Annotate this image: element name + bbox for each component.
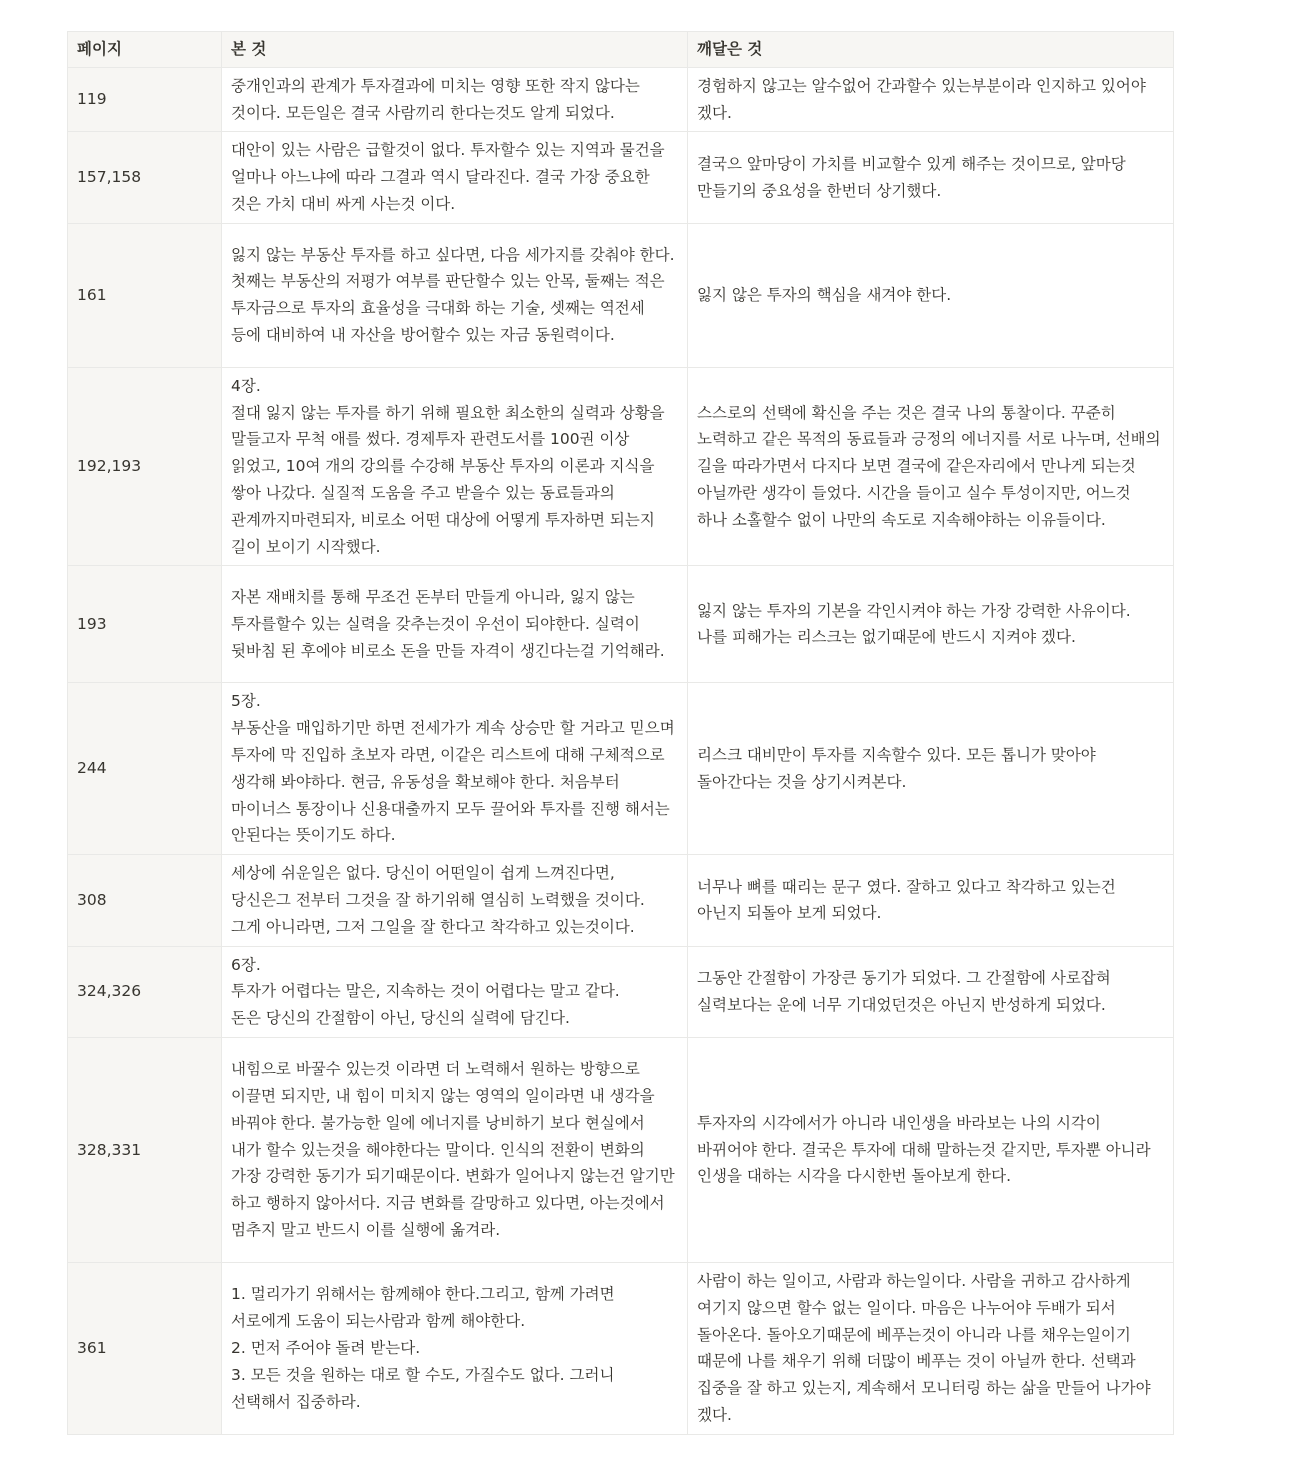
cell-page[interactable]: 193 bbox=[68, 566, 222, 683]
cell-realized[interactable]: 스스로의 선택에 확신을 주는 것은 결국 나의 통찰이다. 꾸준히 노력하고 같은 목적의 동료들과 긍정의 에너지를 서로 나누며, 선배의 길을 따라가면서 다지다 보면 결국에 같은자리에서 만나게 되는것 아닐까란 생각이 들었다. 시간을 들이고 실수 투성이지만, 어느것 하나 소홀할수 없이 나만의 속도로 지속해야하는 이유들이다. bbox=[688, 367, 1174, 566]
table-row bbox=[68, 855, 1174, 946]
cell-seen[interactable]: 5장. 부동산을 매입하기만 하면 전세가가 계속 상승만 할 거라고 믿으며 투자에 막 진입하 초보자 라면, 이같은 리스트에 대해 구체적으로 생각해 봐야하다. 현금, 유동성을 확보해야 한다. 처음부터 마이너스 통장이나 신용대출까지 모두 끌어와 투자를 진행 해서는 안된다는 뜻이기도 하다. bbox=[222, 683, 688, 855]
header-seen[interactable]: 본 것 bbox=[222, 32, 688, 68]
cell-realized[interactable]: 결국으 앞마당이 가치를 비교할수 있게 해주는 것이므로, 앞마당 만들기의 중요성을 한번더 상기했다. bbox=[688, 132, 1174, 223]
cell-seen[interactable]: 대안이 있는 사람은 급할것이 없다. 투자할수 있는 지역과 물건을 얼마나 아느냐에 따라 그결과 역시 달라진다. 결국 가장 중요한 것은 가치 대비 싸게 사는것 이다. bbox=[222, 132, 688, 223]
cell-realized[interactable]: 투자자의 시각에서가 아니라 내인생을 바라보는 나의 시각이 바뀌어야 한다. 결국은 투자에 대해 말하는것 같지만, 투자뿐 아니라 인생을 대하는 시각을 다시한번 돌아보게 한다. bbox=[688, 1037, 1174, 1262]
cell-realized[interactable]: 사람이 하는 일이고, 사람과 하는일이다. 사람을 귀하고 감사하게 여기지 않으면 할수 없는 일이다. 마음은 나누어야 두배가 되서 돌아온다. 돌아오기때문에 베푸는것이 아니라 나를 채우는일이기 때문에 나를 채우기 위해 더많이 베푸는 것이 아닐까 한다. 선택과 집중을 잘 하고 있는지, 계속해서 모니터링 하는 삶을 만들어 나가야 겠다. bbox=[688, 1262, 1174, 1434]
header-realized[interactable]: 깨달은 것 bbox=[688, 32, 1174, 68]
cell-page[interactable]: 161 bbox=[68, 223, 222, 367]
reading-notes-table bbox=[67, 31, 1174, 1435]
cell-page[interactable]: 119 bbox=[68, 67, 222, 132]
cell-page[interactable]: 244 bbox=[68, 683, 222, 855]
table-header-row bbox=[68, 32, 1174, 68]
cell-page[interactable]: 324,326 bbox=[68, 946, 222, 1037]
table-row bbox=[68, 1262, 1174, 1434]
cell-page[interactable]: 328,331 bbox=[68, 1037, 222, 1262]
notes-table-container bbox=[67, 31, 1173, 1435]
cell-realized[interactable]: 리스크 대비만이 투자를 지속할수 있다. 모든 톱니가 맞아야 돌아간다는 것을 상기시켜본다. bbox=[688, 683, 1174, 855]
cell-realized[interactable]: 경험하지 않고는 알수없어 간과할수 있는부분이라 인지하고 있어야 겠다. bbox=[688, 67, 1174, 132]
cell-page[interactable]: 192,193 bbox=[68, 367, 222, 566]
table-row bbox=[68, 132, 1174, 223]
table-row bbox=[68, 566, 1174, 683]
table-row bbox=[68, 223, 1174, 367]
header-page[interactable]: 페이지 bbox=[68, 32, 222, 68]
table-row bbox=[68, 1037, 1174, 1262]
cell-realized[interactable]: 잃지 않는 투자의 기본을 각인시켜야 하는 가장 강력한 사유이다. 나를 피해가는 리스크는 없기때문에 반드시 지켜야 겠다. bbox=[688, 566, 1174, 683]
cell-seen[interactable]: 잃지 않는 부동산 투자를 하고 싶다면, 다음 세가지를 갖춰야 한다. 첫째는 부동산의 저평가 여부를 판단할수 있는 안목, 둘째는 적은 투자금으로 투자의 효율성을 극대화 하는 기술, 셋째는 역전세 등에 대비하여 내 자산을 방어할수 있는 자금 동원력이다. bbox=[222, 223, 688, 367]
cell-realized[interactable]: 너무나 뼈를 때리는 문구 였다. 잘하고 있다고 착각하고 있는건 아닌지 되돌아 보게 되었다. bbox=[688, 855, 1174, 946]
cell-realized[interactable]: 잃지 않은 투자의 핵심을 새겨야 한다. bbox=[688, 223, 1174, 367]
cell-seen[interactable]: 내힘으로 바꿀수 있는것 이라면 더 노력해서 원하는 방향으로 이끌면 되지만, 내 힘이 미치지 않는 영역의 일이라면 내 생각을 바꿔야 한다. 불가능한 일에 에너지를 낭비하기 보다 현실에서 내가 할수 있는것을 해야한다는 말이다. 인식의 전환이 변화의 가장 강력한 동기가 되기때문이다. 변화가 일어나지 않는건 알기만 하고 행하지 않아서다. 지금 변화를 갈망하고 있다면, 아는것에서 멈추지 말고 반드시 이를 실행에 옮겨라. bbox=[222, 1037, 688, 1262]
cell-seen[interactable]: 4장. 절대 잃지 않는 투자를 하기 위해 필요한 최소한의 실력과 상황을 말들고자 무척 애를 썼다. 경제투자 관련도서를 100권 이상 읽었고, 10여 개의 강의를 수강해 부동산 투자의 이론과 지식을 쌓아 나갔다. 실질적 도움을 주고 받을수 있는 동료들과의 관계까지마련되자, 비로소 어떤 대상에 어떻게 투자하면 되는지 길이 보이기 시작했다. bbox=[222, 367, 688, 566]
cell-realized[interactable]: 그동안 간절함이 가장큰 동기가 되었다. 그 간절함에 사로잡혀 실력보다는 운에 너무 기대었던것은 아닌지 반성하게 되었다. bbox=[688, 946, 1174, 1037]
table-row bbox=[68, 67, 1174, 132]
cell-seen[interactable]: 중개인과의 관계가 투자결과에 미치는 영향 또한 작지 않다는 것이다. 모든일은 결국 사람끼리 한다는것도 알게 되었다. bbox=[222, 67, 688, 132]
table-row bbox=[68, 683, 1174, 855]
cell-page[interactable]: 157,158 bbox=[68, 132, 222, 223]
cell-seen[interactable]: 6장. 투자가 어렵다는 말은, 지속하는 것이 어렵다는 말고 같다. 돈은 당신의 간절함이 아닌, 당신의 실력에 담긴다. bbox=[222, 946, 688, 1037]
cell-seen[interactable]: 1. 멀리가기 위해서는 함께해야 한다.그리고, 함께 가려면 서로에게 도움이 되는사람과 함께 해야한다. 2. 먼저 주어야 돌려 받는다. 3. 모든 것을 원하는 대로 할 수도, 가질수도 없다. 그러니 선택해서 집중하라. bbox=[222, 1262, 688, 1434]
cell-page[interactable]: 308 bbox=[68, 855, 222, 946]
cell-page[interactable]: 361 bbox=[68, 1262, 222, 1434]
table-row bbox=[68, 946, 1174, 1037]
cell-seen[interactable]: 세상에 쉬운일은 없다. 당신이 어떤일이 쉽게 느껴진다면, 당신은그 전부터 그것을 잘 하기위해 열심히 노력했을 것이다. 그게 아니라면, 그저 그일을 잘 한다고 착각하고 있는것이다. bbox=[222, 855, 688, 946]
table-row bbox=[68, 367, 1174, 566]
cell-seen[interactable]: 자본 재배치를 통해 무조건 돈부터 만들게 아니라, 잃지 않는 투자를할수 있는 실력을 갖추는것이 우선이 되야한다. 실력이 뒷바침 된 후에야 비로소 돈을 만들 자격이 생긴다는걸 기억해라. bbox=[222, 566, 688, 683]
